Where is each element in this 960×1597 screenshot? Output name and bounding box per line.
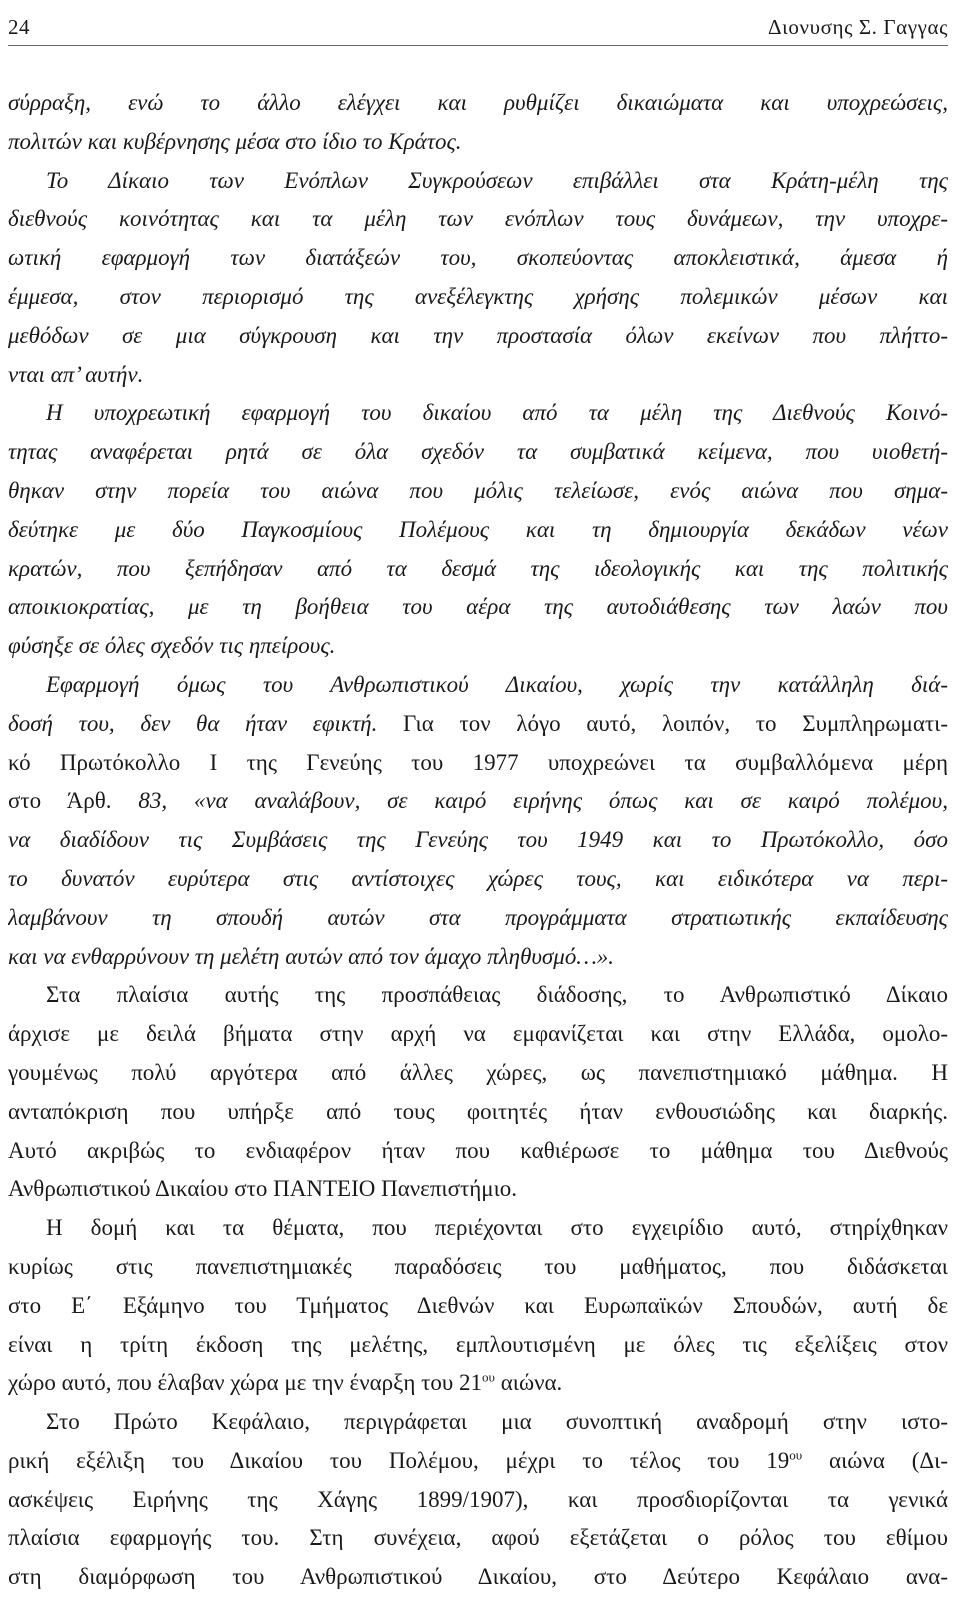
- text-line: πολιτών και κυβέρνησης μέσα στο ίδιο το Κράτος.: [8, 128, 462, 154]
- text-line: σύρραξη, ενώ το άλλο ελέγχει και ρυθμίζει δικαιώματα και υποχρεώσεις,: [8, 90, 948, 115]
- text-line: τητας αναφέρεται ρητά σε όλα σχεδόν τα συμβατικά κείμενα, που υιοθετή-: [8, 439, 948, 465]
- text-line: στο Ε΄ Εξάμηνο του Τμήματος Διεθνών και Ευρωπαϊκών Σπουδών, αυτή δε: [8, 1292, 948, 1318]
- text-line: κυρίως στις πανεπιστημιακές παραδόσεις του μαθήματος, που διδάσκεται: [8, 1253, 948, 1279]
- text-line: διεθνούς κοινότητας και τα μέλη των ενόπλων τους δυνάμεων, την υποχρε-: [8, 206, 948, 232]
- text-line: Το Δίκαιο των Ενόπλων Συγκρούσεων επιβάλλει στα Κράτη-μέλη της: [46, 167, 948, 193]
- text-line: [8, 782, 948, 821]
- text-line: γουμένως πολύ αργότερα από άλλες χώρες, ως πανεπιστημιακό μάθημα. Η: [8, 1059, 948, 1085]
- text-line: είναι η τρίτη έκδοση της μελέτης, εμπλουτισμένη με όλες τις εξελίξεις στον: [8, 1331, 948, 1357]
- text-fragment: 83, «να αναλάβουν, σε καιρό ειρήνης όπως και σε καιρό πολέμου,: [111, 788, 948, 814]
- text-fragment: Για τον λόγο αυτό, λοιπόν, το Συμπληρωματι-: [377, 710, 948, 736]
- text-fragment: χώρο αυτό, που έλαβαν χώρα με την έναρξη του 21: [8, 1370, 483, 1396]
- text-line: ωτική εφαρμογή των διατάξεών του, σκοπεύοντας αποκλειστικά, άμεσα ή: [8, 245, 948, 271]
- text-line: Εφαρμογή όμως του Ανθρωπιστικού Δικαίου, χωρίς την κατάλληλη διά-: [46, 671, 948, 697]
- header-author: Διονυσης Σ. Γαγγας: [768, 15, 948, 39]
- running-header: [8, 0, 948, 40]
- text-line: φύσηξε σε όλες σχεδόν τις ηπείρους.: [8, 633, 336, 659]
- text-line: [8, 1442, 948, 1481]
- text-line: έμμεσα, στον περιορισμό της ανεξέλεγκτης χρήσης πολεμικών μέσων και: [8, 283, 948, 309]
- text-line: Στο Πρώτο Κεφάλαιο, περιγράφεται μια συνοπτική αναδρομή στην ιστο-: [46, 1409, 948, 1435]
- text-line: πλαίσια εφαρμογής του. Στη συνέχεια, αφού εξετάζεται ο ρόλος του εθίμου: [8, 1525, 948, 1551]
- text-line: [8, 705, 948, 744]
- text-fragment: δοσή του, δεν θα ήταν εφικτή.: [8, 710, 378, 736]
- text-line: κό Πρωτόκολλο Ι της Γενεύης του 1977 υποχρεώνει τα συμβαλλόμενα μέρη: [8, 749, 948, 775]
- text-line: στη διαμόρφωση του Ανθρωπιστικού Δικαίου, στο Δεύτερο Κεφάλαιο ανα-: [8, 1564, 948, 1590]
- text-line: λαμβάνουν τη σπουδή αυτών στα προγράμματα στρατιωτικής εκπαίδευσης: [8, 904, 948, 930]
- text-line: [8, 1364, 948, 1403]
- superscript: ου: [482, 1369, 495, 1385]
- document-page: [8, 0, 948, 1597]
- text-line: κρατών, που ξεπήδησαν από τα δεσμά της ιδεολογικής και της πολιτικής: [8, 555, 948, 581]
- text-fragment: αιώνα.: [494, 1370, 563, 1396]
- text-line: αποικιοκρατίας, με τη βοήθεια του αέρα της αυτοδιάθεσης των λαών που: [8, 594, 948, 620]
- text-line: Η υποχρεωτική εφαρμογή του δικαίου από τα μέλη της Διεθνούς Κοινό-: [46, 400, 948, 426]
- text-line: Αυτό ακριβώς το ενδιαφέρον ήταν που καθιέρωσε το μάθημα του Διεθνούς: [8, 1137, 948, 1163]
- text-line: να διαδίδουν τις Συμβάσεις της Γενεύης του 1949 και το Πρωτόκολλο, όσο: [8, 827, 948, 853]
- text-line: θηκαν στην πορεία του αιώνα που μόλις τελείωσε, ενός αιώνα που σημα-: [8, 477, 948, 503]
- text-fragment: αιώνα (Δι-: [802, 1447, 948, 1473]
- text-line: Ανθρωπιστικού Δικαίου στο ΠΑΝΤΕΙΟ Πανεπιστήμιο.: [8, 1176, 518, 1202]
- text-line: άρχισε με δειλά βήματα στην αρχή να εμφανίζεται και στην Ελλάδα, ομολο-: [8, 1021, 948, 1047]
- text-line: νται απ’ αυτήν.: [8, 361, 144, 387]
- text-line: ανταπόκριση που υπήρξε από τους φοιτητές ήταν ενθουσιώδης και διαρκής.: [8, 1098, 948, 1124]
- text-line: Η δομή και τα θέματα, που περιέχονται στο εγχειρίδιο αυτό, στηρίχθηκαν: [46, 1215, 948, 1241]
- page-number: 24: [8, 15, 30, 39]
- text-fragment: στο Άρθ.: [8, 788, 112, 814]
- body-text: [8, 84, 948, 1597]
- text-line: δεύτηκε με δύο Παγκοσμίους Πολέμους και τη δημιουργία δεκάδων νέων: [8, 516, 948, 542]
- header-rule: [8, 45, 948, 46]
- text-line: Στα πλαίσια αυτής της προσπάθειας διάδοσης, το Ανθρωπιστικό Δίκαιο: [46, 982, 948, 1008]
- superscript: ου: [789, 1447, 803, 1463]
- text-line: ασκέψεις Ειρήνης της Χάγης 1899/1907), και προσδιορίζονται τα γενικά: [8, 1486, 948, 1512]
- text-line: το δυνατόν ευρύτερα στις αντίστοιχες χώρες τους, και ειδικότερα να περι-: [8, 865, 948, 891]
- text-line: και να ενθαρρύνουν τη μελέτη αυτών από τον άμαχο πληθυσμό…».: [8, 943, 615, 969]
- text-fragment: ρική εξέλιξη του Δικαίου του Πολέμου, μέχρι το τέλος του 19: [8, 1447, 790, 1473]
- text-line: μεθόδων σε μια σύγκρουση και την προστασία όλων εκείνων που πλήττο-: [8, 322, 948, 348]
